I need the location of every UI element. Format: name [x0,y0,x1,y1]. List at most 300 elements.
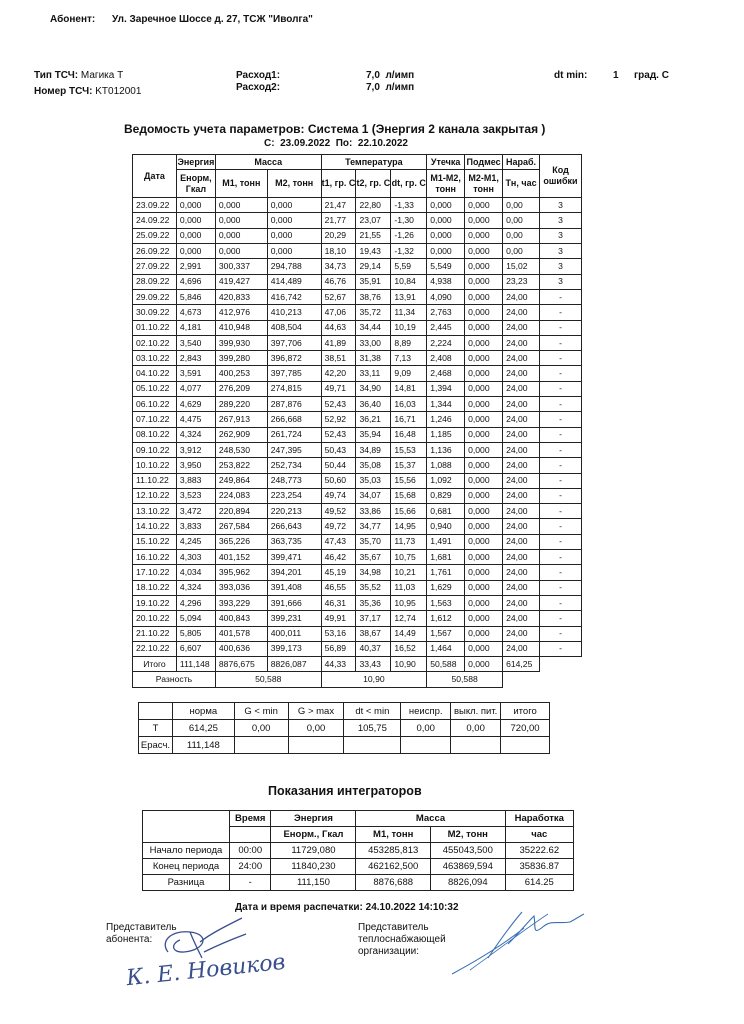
table-cell: - [540,458,582,473]
table-cell: 3,523 [176,488,215,503]
table-cell: 0,000 [465,565,503,580]
table-cell: 0,000 [465,320,503,335]
summary-t-value: 0,00 [451,720,501,737]
table-row [133,274,582,289]
table-cell: 393,036 [215,580,267,595]
table-row [133,351,582,366]
table-cell: 06.10.22 [133,397,177,412]
table-cell: 1,092 [427,473,465,488]
table-cell: 3 [540,213,582,228]
table-cell: 248,773 [267,473,321,488]
table-cell: 363,735 [267,534,321,549]
table-cell: - [540,473,582,488]
table-cell: 14,49 [391,626,427,641]
table-cell: 1,629 [427,580,465,595]
table-cell: 5,846 [176,289,215,304]
table-cell: 0,00 [503,198,540,213]
table-cell: 0,000 [176,198,215,213]
table-cell: 35,72 [356,305,391,320]
table-cell: 1,681 [427,550,465,565]
table-cell: 399,280 [215,351,267,366]
table-cell: - [540,366,582,381]
table-cell: 3,472 [176,504,215,519]
summary-header: G > max [288,703,344,720]
integrator-cell: 35836.87 [505,859,573,875]
group-energy: Энергия [176,155,215,170]
table-cell: 0,000 [465,397,503,412]
table-cell: 4,296 [176,595,215,610]
table-cell: - [540,580,582,595]
table-cell: 0,000 [465,611,503,626]
table-row [133,320,582,335]
table-cell: 10,95 [391,595,427,610]
summary-e-value: 111,148 [172,737,234,754]
table-cell: 399,173 [267,641,321,656]
table-cell: 11.10.22 [133,473,177,488]
table-cell: 24,00 [503,519,540,534]
integrator-cell: 614.25 [505,875,573,891]
table-cell: 4,324 [176,427,215,442]
table-cell: 50,44 [321,458,356,473]
table-cell: 0,000 [465,504,503,519]
table-cell: 1,761 [427,565,465,580]
summary-t-value: 0,00 [288,720,344,737]
table-cell: 24,00 [503,626,540,641]
table-cell: 33,86 [356,504,391,519]
abonent-rep: Представитель абонента: [106,922,177,945]
table-cell: 1,136 [427,442,465,457]
table-cell: 52,43 [321,427,356,442]
table-cell: 395,962 [215,565,267,580]
integrator-cell: 11840,230 [271,859,356,875]
table-cell: 2,408 [427,351,465,366]
table-cell: 02.10.22 [133,335,177,350]
table-cell: 30.09.22 [133,305,177,320]
table-cell: 34,90 [356,381,391,396]
table-cell: - [540,335,582,350]
table-cell: 0,000 [267,228,321,243]
table-cell: 4,034 [176,565,215,580]
table-cell: 31,38 [356,351,391,366]
col-date: Дата [133,155,177,198]
table-cell: - [540,488,582,503]
table-row [133,595,582,610]
table-cell: 3,591 [176,366,215,381]
integrators-title: Показания интеграторов [268,784,422,798]
table-row [133,213,582,228]
table-cell: 5,805 [176,626,215,641]
table-cell: - [540,519,582,534]
table-cell: 253,822 [215,458,267,473]
table-cell: 49,91 [321,611,356,626]
table-cell: - [540,565,582,580]
table-cell: 01.10.22 [133,320,177,335]
table-cell: 24,00 [503,397,540,412]
table-cell: 33,11 [356,366,391,381]
integrators-table [142,810,574,891]
table-cell: 4,245 [176,534,215,549]
table-cell: 391,408 [267,580,321,595]
table-cell: 24,00 [503,442,540,457]
table-cell: 05.10.22 [133,381,177,396]
group-narab: Нараб. [503,155,540,170]
table-cell: 1,491 [427,534,465,549]
table-cell: 4,090 [427,289,465,304]
table-cell: 287,876 [267,397,321,412]
table-cell: 0,000 [465,488,503,503]
table-cell: 0,000 [465,305,503,320]
table-cell: 2,763 [427,305,465,320]
table-cell: 410,213 [267,305,321,320]
table-cell: 11,34 [391,305,427,320]
table-cell: 11,73 [391,534,427,549]
table-cell: 40,37 [356,641,391,656]
col-narab: Тн, час [503,170,540,198]
table-cell: 220,894 [215,504,267,519]
integrator-cell: 455043,500 [431,843,506,859]
group-temp: Температура [321,155,427,170]
table-cell: 1,246 [427,412,465,427]
table-cell: 24,00 [503,458,540,473]
table-cell: 25.09.22 [133,228,177,243]
table-cell: 0,000 [465,534,503,549]
org-signature-icon [448,900,588,980]
rashod2-label: Расход2: [236,82,281,93]
table-cell: 2,445 [427,320,465,335]
table-cell: - [540,305,582,320]
table-cell: 34,77 [356,519,391,534]
abonent-value: Ул. Заречное Шоссе д. 27, ТСЖ "Иволга" [112,14,313,25]
abonent-label: Абонент: [50,14,96,25]
rashod2-value: 7,0 л/имп [366,82,415,93]
col-m1: М1, тонн [215,170,267,198]
table-cell: 0,000 [465,351,503,366]
table-cell: 0,000 [215,198,267,213]
table-cell: 0,000 [427,228,465,243]
table-cell: 0,000 [176,213,215,228]
params-table [132,154,582,688]
table-cell: -1,26 [391,228,427,243]
table-cell: 4,696 [176,274,215,289]
table-cell: 7,13 [391,351,427,366]
table-cell: -1,32 [391,244,427,259]
table-cell: 24,00 [503,504,540,519]
table-row [133,244,582,259]
org-rep [358,922,446,958]
table-cell: 0,000 [465,641,503,656]
table-cell: 0,940 [427,519,465,534]
table-cell: 394,201 [267,565,321,580]
table-cell: 0,00 [503,228,540,243]
table-cell: 07.10.22 [133,412,177,427]
table-cell: 24,00 [503,366,540,381]
table-cell: 20.10.22 [133,611,177,626]
table-cell: 3,540 [176,335,215,350]
table-cell: 46,31 [321,595,356,610]
table-cell: 14,95 [391,519,427,534]
integrator-cell: 35222.62 [505,843,573,859]
handwritten-name: К. Е. Новиков [125,949,287,992]
summary-corner [139,703,173,720]
table-cell: - [540,611,582,626]
table-cell: 414,489 [267,274,321,289]
tip-label: Тип ТСЧ: [34,70,79,81]
summary-header: dt < min [344,703,401,720]
table-cell: 23,07 [356,213,391,228]
group-podmes: Подмес [465,155,503,170]
table-cell: 1,464 [427,641,465,656]
table-row [133,519,582,534]
table-cell: 0,000 [465,458,503,473]
table-cell: 1,394 [427,381,465,396]
table-cell: 393,229 [215,595,267,610]
table-cell: 0,000 [465,366,503,381]
table-cell: 400,011 [267,626,321,641]
table-cell: 0,000 [465,550,503,565]
summary-header: G < min [234,703,288,720]
table-cell: 0,829 [427,488,465,503]
table-cell: 15,66 [391,504,427,519]
table-cell: 3 [540,198,582,213]
table-cell: 412,976 [215,305,267,320]
table-cell: 247,395 [267,442,321,457]
integrator-cell: 8876,688 [356,875,431,891]
table-cell: 391,666 [267,595,321,610]
table-cell: 19.10.22 [133,595,177,610]
col-code: Код ошибки [540,155,582,198]
org-rep-line-2: теплоснабжающей [358,934,446,945]
table-cell: 4,938 [427,274,465,289]
table-row [133,427,582,442]
table-cell: 18,10 [321,244,356,259]
table-cell: 262,909 [215,427,267,442]
table-cell: 3 [540,228,582,243]
table-cell: 248,530 [215,442,267,457]
summary-header: неиспр. [401,703,451,720]
table-cell: 15,37 [391,458,427,473]
table-cell: 15.10.22 [133,534,177,549]
table-row [133,289,582,304]
table-cell: 35,52 [356,580,391,595]
table-row [133,473,582,488]
table-cell: 47,43 [321,534,356,549]
table-cell: - [540,442,582,457]
table-cell: 12.10.22 [133,488,177,503]
table-cell: 24,00 [503,320,540,335]
table-cell: 1,344 [427,397,465,412]
table-cell: 4,673 [176,305,215,320]
table-cell: 2,991 [176,259,215,274]
raznost-leak: 50,588 [427,672,503,687]
col-t2: t2, гр. С [356,170,391,198]
itogo-cell: 44,33 [321,657,356,672]
group-mass: Масса [215,155,321,170]
table-cell: 24,00 [503,305,540,320]
table-cell: - [540,626,582,641]
summary-t-value: 0,00 [234,720,288,737]
table-cell: 20,29 [321,228,356,243]
table-cell: 16,52 [391,641,427,656]
table-cell: 0,000 [427,244,465,259]
integrator-cell: 462162,500 [356,859,431,875]
table-cell: 47,06 [321,305,356,320]
nomer-value: KT012001 [95,86,142,97]
table-cell: 45,19 [321,565,356,580]
table-cell: 03.10.22 [133,351,177,366]
table-cell: 50,43 [321,442,356,457]
table-cell: - [540,504,582,519]
table-cell: 0,000 [176,228,215,243]
table-cell: 14,81 [391,381,427,396]
table-cell: 38,67 [356,626,391,641]
itogo-cell: 50,588 [427,657,465,672]
nomer-tsch [34,86,141,97]
table-cell: 27.09.22 [133,259,177,274]
table-row [133,534,582,549]
table-cell: 252,734 [267,458,321,473]
table-cell: 276,209 [215,381,267,396]
table-cell: 10,21 [391,565,427,580]
integrator-cell: 00:00 [230,843,271,859]
table-cell: 4,629 [176,397,215,412]
table-cell: 50,60 [321,473,356,488]
summary-t-value: 614,25 [172,720,234,737]
table-cell: 46,55 [321,580,356,595]
table-row [133,335,582,350]
table-cell: 35,91 [356,274,391,289]
table-cell: 300,337 [215,259,267,274]
table-cell: 0,000 [465,274,503,289]
table-cell: 0,000 [465,580,503,595]
col-dt: dt, гр. С [391,170,427,198]
table-cell: 0,000 [215,228,267,243]
integrator-cell: 11729,080 [271,843,356,859]
table-cell: 0,000 [465,519,503,534]
table-cell: 26.09.22 [133,244,177,259]
integrator-cell: 463869,594 [431,859,506,875]
table-cell: 23.09.22 [133,198,177,213]
table-cell: 6,607 [176,641,215,656]
report-period: С: 23.09.2022 По: 22.10.2022 [264,138,408,149]
integrator-row [143,875,574,891]
table-cell: 35,36 [356,595,391,610]
table-cell: 24,00 [503,351,540,366]
dtmin-value: 1 [613,70,619,81]
tip-tsch [34,70,123,81]
rashod1-value: 7,0 л/имп [366,70,415,81]
table-cell: 410,948 [215,320,267,335]
col-t1: t1, гр. С [321,170,356,198]
table-cell: 36,40 [356,397,391,412]
table-cell: 224,083 [215,488,267,503]
table-cell: 16,48 [391,427,427,442]
table-cell: 416,742 [267,289,321,304]
table-cell: 10,75 [391,550,427,565]
table-cell: 2,468 [427,366,465,381]
table-cell: 24,00 [503,611,540,626]
table-row [133,259,582,274]
table-row [133,228,582,243]
table-cell: 3,912 [176,442,215,457]
table-cell: 267,913 [215,412,267,427]
table-cell: 9,09 [391,366,427,381]
table-row [133,488,582,503]
table-cell: 38,76 [356,289,391,304]
table-cell: 0,000 [465,595,503,610]
itogo-cell: 0,000 [465,657,503,672]
col-e: Енорм, Гкал [176,170,215,198]
table-cell: 3,833 [176,519,215,534]
table-cell: 0,000 [267,213,321,228]
table-cell: 15,56 [391,473,427,488]
table-cell: -1,30 [391,213,427,228]
table-row [133,397,582,412]
table-cell: 21.10.22 [133,626,177,641]
table-cell: 5,549 [427,259,465,274]
table-cell: 17.10.22 [133,565,177,580]
table-cell: 0,000 [465,442,503,457]
table-cell: 0,000 [465,335,503,350]
integrator-cell: 453285,813 [356,843,431,859]
tip-value: Магика Т [80,70,124,81]
table-cell: 0,000 [465,228,503,243]
summary-header: выкл. пит. [451,703,501,720]
table-cell: 24,00 [503,641,540,656]
table-cell: 53,16 [321,626,356,641]
table-cell: 399,930 [215,335,267,350]
table-cell: 24,00 [503,595,540,610]
table-cell: 24,00 [503,289,540,304]
table-cell: - [540,550,582,565]
table-cell: 29.09.22 [133,289,177,304]
table-row [133,580,582,595]
table-cell: - [540,595,582,610]
table-cell: 399,231 [267,611,321,626]
table-row [133,550,582,565]
summary-header: норма [172,703,234,720]
col-podmes: М2-М1, тонн [465,170,503,198]
dtmin-label: dt min: [554,70,588,81]
integrator-row-label: Конец периода [143,859,230,875]
integrator-cell: 24:00 [230,859,271,875]
table-cell: 42,20 [321,366,356,381]
integrator-row [143,859,574,875]
table-cell: 223,254 [267,488,321,503]
table-cell: 24,00 [503,412,540,427]
table-cell: 0,000 [465,198,503,213]
itogo-cell: 33,43 [356,657,391,672]
itogo-label: Итого [133,657,177,672]
table-cell: 24,00 [503,335,540,350]
integrator-row-label: Разница [143,875,230,891]
table-cell: 0,000 [465,244,503,259]
table-cell: 15,53 [391,442,427,457]
table-cell: - [540,351,582,366]
table-cell: 397,706 [267,335,321,350]
table-cell: 28.09.22 [133,274,177,289]
org-rep-line-1: Представитель [358,922,429,933]
table-cell: 46,42 [321,550,356,565]
table-cell: 34,73 [321,259,356,274]
print-date: Дата и время распечатки: 24.10.2022 14:10:32 [235,902,459,913]
itogo-cell: 111,148 [176,657,215,672]
table-row [133,198,582,213]
table-cell: - [540,641,582,656]
table-cell: 400,636 [215,641,267,656]
table-cell: 13,91 [391,289,427,304]
table-cell: 15,68 [391,488,427,503]
table-cell: 08.10.22 [133,427,177,442]
